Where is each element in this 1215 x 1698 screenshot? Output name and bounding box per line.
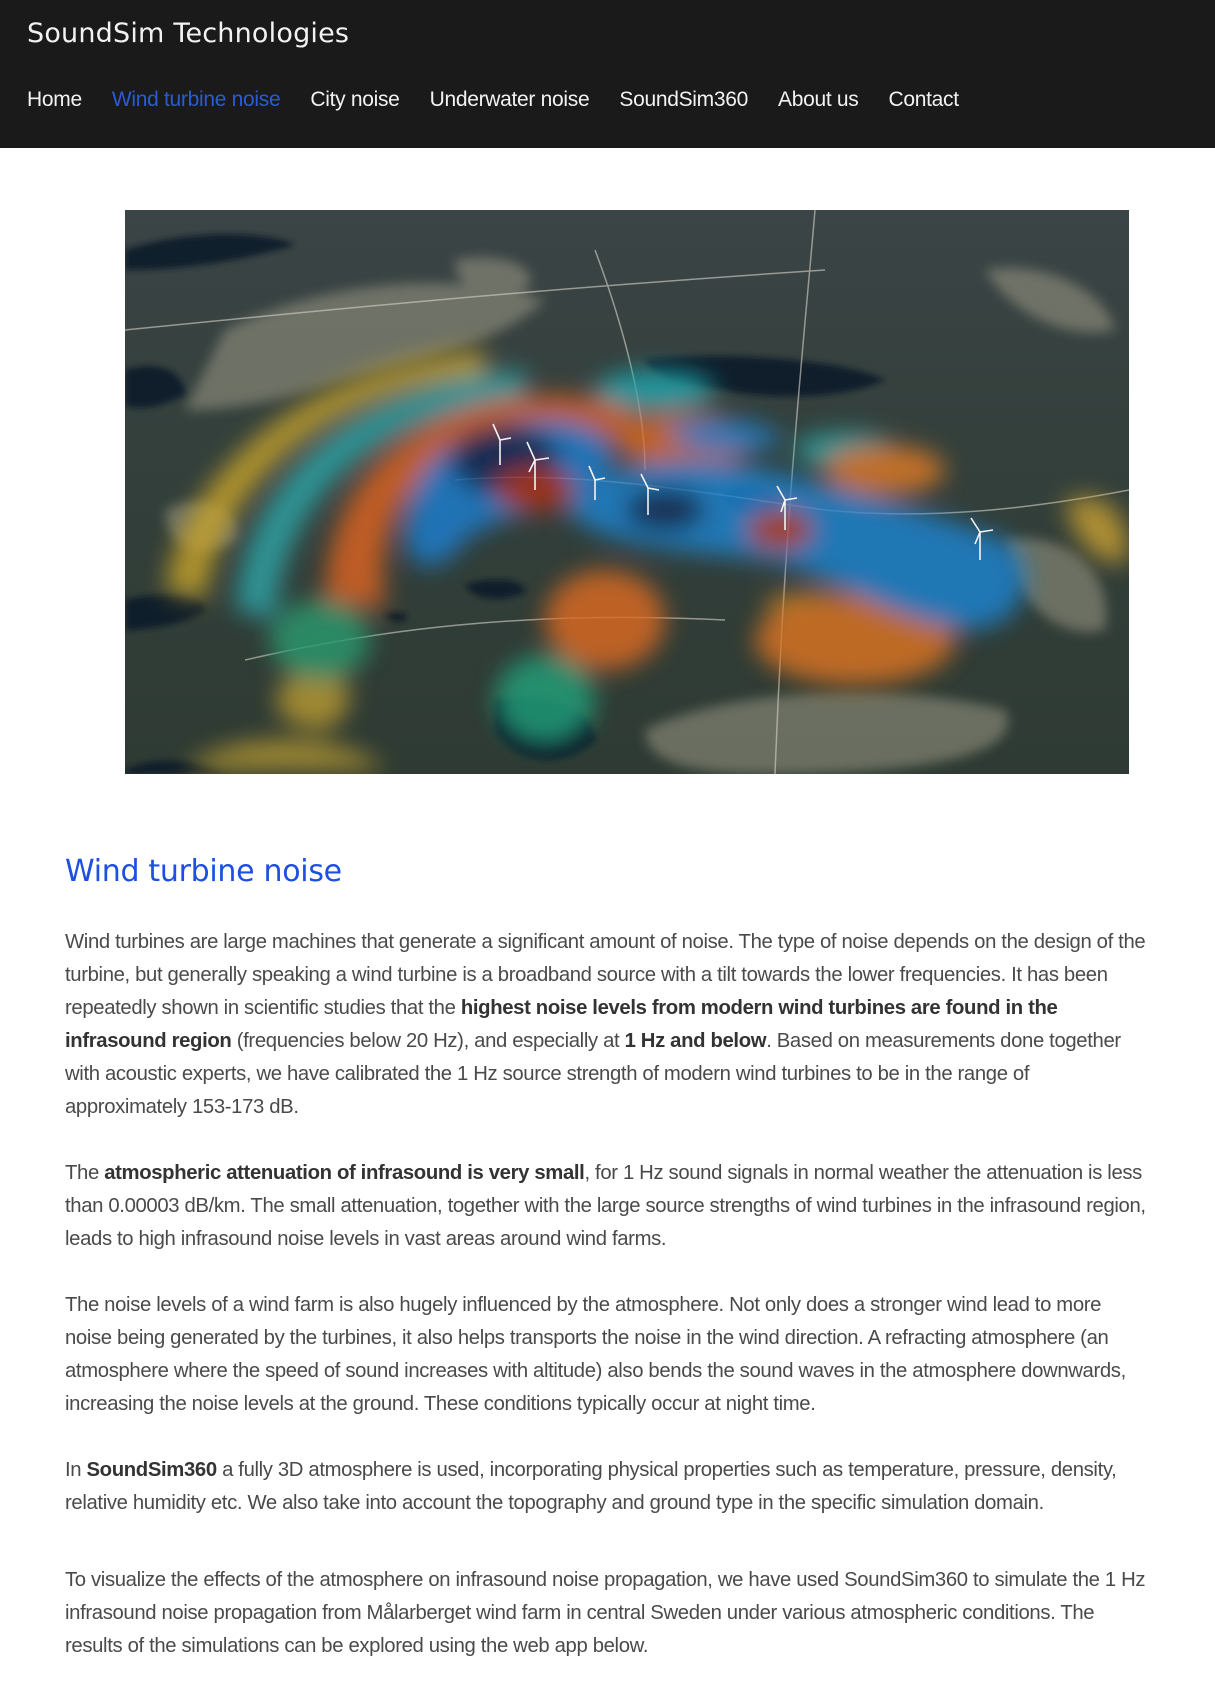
bold-text-segment: SoundSim360 bbox=[86, 1459, 217, 1481]
paragraph-atmosphere bbox=[65, 1289, 1150, 1421]
nav-item-city-noise[interactable]: City noise bbox=[310, 88, 400, 111]
nav-item-about-us[interactable]: About us bbox=[778, 88, 859, 111]
paragraph-soundsim360 bbox=[65, 1454, 1150, 1520]
nav-item-home[interactable]: Home bbox=[27, 88, 82, 111]
nav-item-contact[interactable]: Contact bbox=[888, 88, 959, 111]
site-header bbox=[0, 0, 1215, 148]
page-title: Wind turbine noise bbox=[65, 854, 342, 889]
nav-item-underwater-noise[interactable]: Underwater noise bbox=[429, 88, 590, 111]
text-segment: Wind turbines are large machines that generate a significant amount of noise. The type of noise depends on the design of the turbine, but generally speaking a wind turbine is a broadband source with a tilt towards the lower frequencies. It has been repeatedly shown in scientific studies that the bbox=[65, 931, 1146, 1019]
bold-text-segment: highest noise levels from modern wind turbines are found in the infrasound region bbox=[65, 997, 1058, 1052]
text-segment: To visualize the effects of the atmosphere on infrasound noise propagation, we have used SoundSim360 to simulate the 1 Hz infrasound noise propagation from Målarberget wind farm in central Sweden under various atmospheric conditions. The results of the simulations can be explored using the web app below. bbox=[65, 1569, 1146, 1657]
nav-item-wind-turbine-noise[interactable]: Wind turbine noise bbox=[111, 88, 281, 111]
nav-item-soundsim360[interactable]: SoundSim360 bbox=[619, 88, 749, 111]
text-segment: . Based on measurements done together with acoustic experts, we have calibrated the 1 Hz source strength of modern wind turbines to be in the range of approximately 153-173 dB. bbox=[65, 1030, 1121, 1118]
text-segment: , for 1 Hz sound signals in normal weather the attenuation is less than 0.00003 dB/km. The small attenuation, together with the large source strengths of wind turbines in the infrasound region, leads to high infrasound noise levels in vast areas around wind farms. bbox=[65, 1162, 1146, 1250]
text-segment: The noise levels of a wind farm is also hugely influenced by the atmosphere. Not only does a stronger wind lead to more noise being generated by the turbines, it also helps transports the noise in the wind direction. A refracting atmosphere (an atmosphere where the speed of sound increases with altitude) also bends the sound waves in the atmosphere downwards, increasing the noise levels at the ground. These conditions typically occur at night time. bbox=[65, 1294, 1126, 1415]
text-segment: In bbox=[65, 1459, 87, 1481]
main-nav bbox=[27, 88, 959, 112]
wind-farm-noise-map-image bbox=[125, 210, 1129, 774]
paragraph-visualization bbox=[65, 1564, 1150, 1663]
text-segment: a fully 3D atmosphere is used, incorporating physical properties such as temperature, pressure, density, relative humidity etc. We also take into account the topography and ground type in the specific simulation domain. bbox=[65, 1459, 1117, 1514]
site-title[interactable]: SoundSim Technologies bbox=[27, 18, 350, 49]
bold-text-segment: 1 Hz and below bbox=[624, 1030, 767, 1052]
bold-text-segment: atmospheric attenuation of infrasound is very small bbox=[104, 1162, 585, 1184]
paragraph-attenuation bbox=[65, 1157, 1150, 1256]
main-content bbox=[0, 854, 1215, 1663]
paragraph-intro bbox=[65, 926, 1150, 1124]
text-segment: (frequencies below 20 Hz), and especially at bbox=[231, 1030, 625, 1052]
text-segment: The bbox=[65, 1162, 105, 1184]
hero-image bbox=[125, 210, 1129, 774]
